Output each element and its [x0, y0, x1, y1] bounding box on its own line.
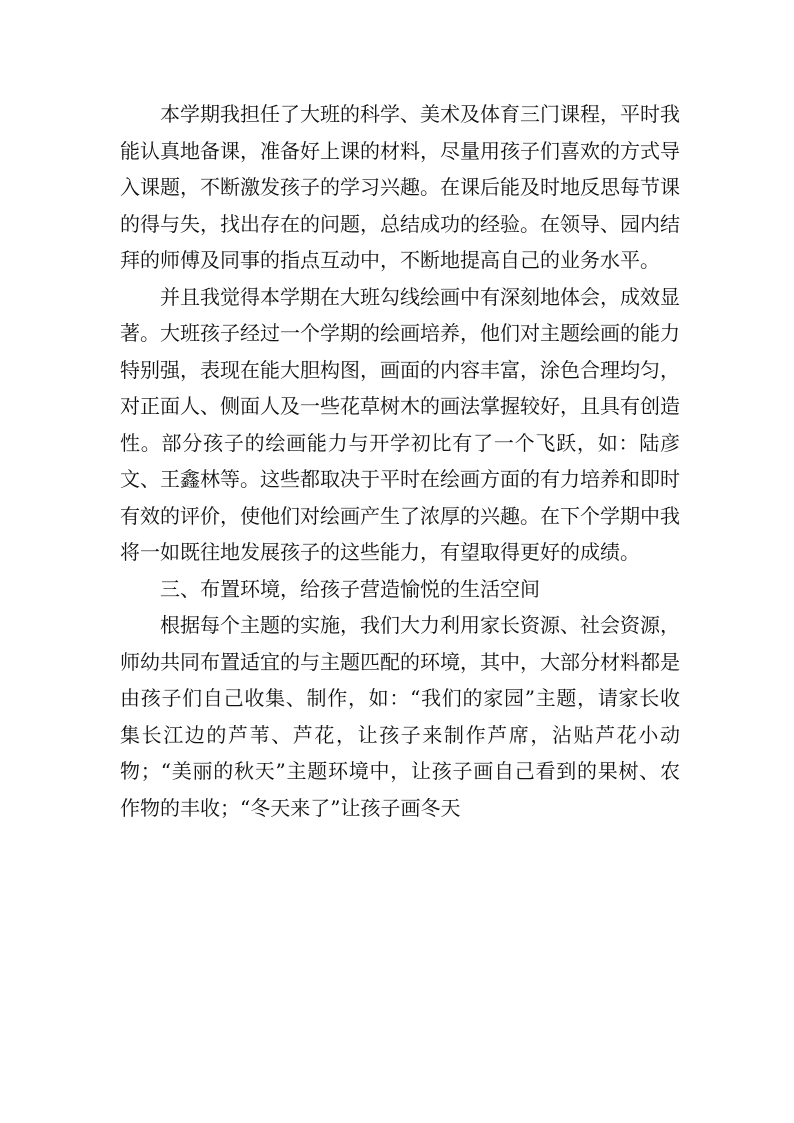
paragraph-teaching: 本学期我担任了大班的科学、美术及体育三门课程，平时我能认真地备课，准备好上课的材料，尽量用孩子们喜欢的方式导入课题，不断激发孩子的学习兴趣。在课后能及时地反思每节课的得与失，找出存在的问题，总结成功的经验。在领导、园内结拜的师傅及同事的指点互动中，不断地提高自己的业务水平。	[120, 102, 680, 272]
document-body	[120, 96, 680, 826]
paragraph-drawing: 并且我觉得本学期在大班勾线绘画中有深刻地体会，成效显著。大班孩子经过一个学期的绘画培养，他们对主题绘画的能力特别强，表现在能大胆构图，画面的内容丰富，涂色合理均匀，对正面人、侧面人及一些花草树木的画法掌握较好，且具有创造性。部分孩子的绘画能力与开学初比有了一个飞跃，如：陆彦文、王鑫林等。这些都取决于平时在绘画方面的有力培养和即时有效的评价，使他们对绘画产生了浓厚的兴趣。在下个学期中我将一如既往地发展孩子的这些能力，有望取得更好的成绩。	[120, 284, 680, 564]
paragraph-environment: 根据每个主题的实施，我们大力利用家长资源、社会资源，师幼共同布置适宜的与主题匹配的环境，其中，大部分材料都是由孩子们自己收集、制作，如：“我们的家园”主题，请家长收集长江边的芦苇、芦花，让孩子来制作芦席，沾贴芦花小动物；“美丽的秋天”主题环境中，让孩子画自己看到的果树、农作物的丰收；“冬天来了”让孩子画冬天	[120, 613, 680, 820]
section-heading: 三、布置环境，给孩子营造愉悦的生活空间	[160, 576, 540, 601]
